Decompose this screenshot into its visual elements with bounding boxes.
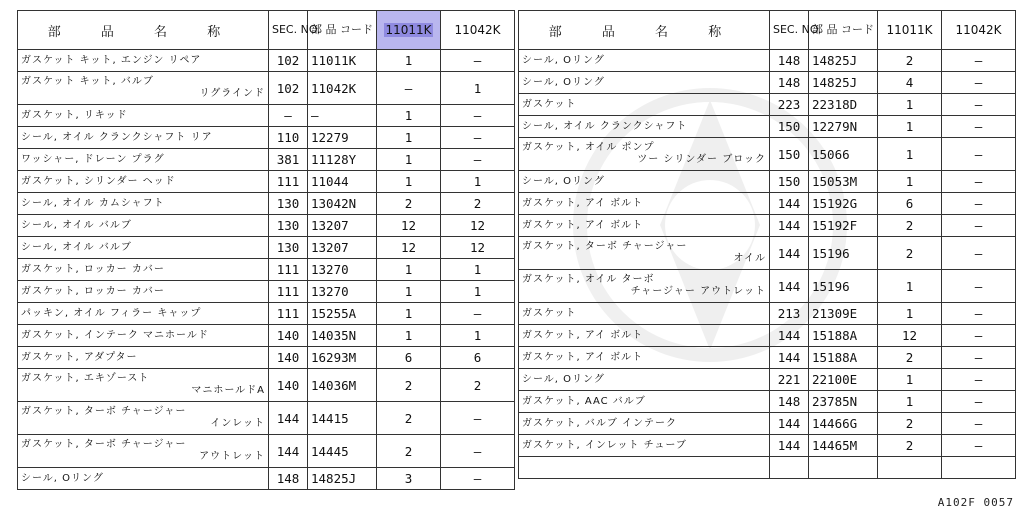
part-name-cell [519,413,770,435]
part-name-cell [18,193,269,215]
part-name: ガスケット, アダプター [21,351,138,363]
part-name: シール, オイル クランクシャフト リア [21,131,213,143]
qty-11011k-cell: 2 [878,237,942,270]
part-name-cell [519,215,770,237]
header-col-11011k: 11011K [878,11,942,50]
table-row [519,325,1016,347]
sec-no-cell: 144 [770,237,809,270]
part-name-cell [18,105,269,127]
qty-11011k-cell: 2 [377,369,441,402]
qty-11011k-cell: 1 [377,303,441,325]
qty-11011k-cell: 1 [878,138,942,171]
part-name-continued: オイル [733,253,766,264]
part-name: ガスケット, アイ ボルト [522,219,644,231]
qty-11042k-cell: 12 [441,237,515,259]
qty-11042k-cell: — [441,149,515,171]
part-name-cell [18,325,269,347]
sec-no-cell: — [269,105,308,127]
part-code-cell: 11044 [308,171,377,193]
qty-11042k-cell: — [942,237,1016,270]
qty-11042k-cell: — [441,435,515,468]
qty-11042k-cell: — [942,435,1016,457]
part-name-cell [519,435,770,457]
drawing-number: A102F 0057 [937,496,1014,509]
part-name-cell [519,72,770,94]
table-row [18,149,515,171]
table-row [519,369,1016,391]
part-name-cell [18,149,269,171]
qty-11042k-cell: 1 [441,72,515,105]
part-code-cell: 23785N [809,391,878,413]
part-name-cell [18,215,269,237]
qty-11042k-cell: — [942,138,1016,171]
part-name-cell [519,193,770,215]
qty-11011k-cell: 1 [377,325,441,347]
qty-11042k-cell: — [942,171,1016,193]
qty-11011k-cell: 6 [878,193,942,215]
table-row [18,435,515,468]
qty-11011k-cell: 2 [377,435,441,468]
table-row [18,303,515,325]
sec-no-cell: 111 [269,281,308,303]
qty-11042k-cell: — [441,105,515,127]
header-sec-no: SEC. NO. [770,11,809,50]
sec-no-cell: 102 [269,50,308,72]
qty-11011k-cell: 2 [878,50,942,72]
part-code-cell: 14825J [809,50,878,72]
header-col-11011k[interactable] [377,11,441,50]
sec-no-cell: 140 [269,325,308,347]
table-row [18,72,515,105]
empty-cell [770,457,809,479]
qty-11011k-cell: 1 [377,149,441,171]
part-name: ガスケット, ターボ チャージャー [522,241,688,252]
table-row [18,347,515,369]
part-name: シール, Oリング [522,54,605,66]
sec-no-cell: 130 [269,237,308,259]
sec-no-cell: 140 [269,347,308,369]
part-code-cell: 12279 [308,127,377,149]
sec-no-cell: 144 [770,347,809,369]
part-name: ガスケット, インレット チューブ [522,439,687,451]
part-name-cell [18,435,269,468]
qty-11042k-cell: — [942,116,1016,138]
qty-11011k-cell: 12 [377,215,441,237]
part-code-cell: 15188A [809,325,878,347]
qty-11042k-cell: 12 [441,215,515,237]
table-row [18,105,515,127]
left-table-body [18,50,515,490]
parts-table-left [17,10,515,490]
qty-11042k-cell: — [942,391,1016,413]
header-part-code: 部 品 コード [308,11,377,50]
table-row [519,215,1016,237]
table-row [18,215,515,237]
qty-11011k-cell: 4 [878,72,942,94]
header-part-name: 部 品 名 称 [519,11,770,50]
sec-no-cell: 150 [770,171,809,193]
part-name: ガスケット, ターボ チャージャー [21,439,187,450]
sec-no-cell: 144 [770,413,809,435]
part-code-cell: 14466G [809,413,878,435]
part-name: シール, オイル クランクシャフト [522,120,688,132]
part-name: ガスケット, アイ ボルト [522,197,644,209]
part-name-cell [519,325,770,347]
qty-11042k-cell: — [441,303,515,325]
table-row [18,281,515,303]
qty-11042k-cell: 1 [441,259,515,281]
part-code-cell: 12279N [809,116,878,138]
sec-no-cell: 150 [770,138,809,171]
part-name: ガスケット, リキッド [21,109,128,121]
part-name: シール, オイル バルブ [21,241,132,253]
part-code-cell: 15188A [809,347,878,369]
part-name-cell [519,94,770,116]
part-name-cell [519,116,770,138]
qty-11042k-cell: — [942,413,1016,435]
part-name-cell [18,347,269,369]
part-name: シール, Oリング [21,472,104,484]
part-code-cell: 13207 [308,237,377,259]
part-name-cell [519,391,770,413]
part-name-cell [18,237,269,259]
sec-no-cell: 148 [770,391,809,413]
sec-no-cell: 144 [770,435,809,457]
part-name: ガスケット [522,307,577,319]
part-code-cell: 14825J [308,468,377,490]
empty-cell [519,457,770,479]
header-col-11011k-label: 11011K [385,23,432,37]
part-name: パッキン, オイル フィラー キャップ [21,307,202,319]
part-name-cell [18,171,269,193]
part-code-cell: 11042K [308,72,377,105]
part-name: ガスケット, アイ ボルト [522,329,644,341]
part-name-cell [519,50,770,72]
table-row [519,50,1016,72]
qty-11042k-cell: — [942,215,1016,237]
table-row [519,270,1016,303]
part-name-cell [519,270,770,303]
part-name-cell [519,347,770,369]
qty-11011k-cell: 1 [878,303,942,325]
qty-11042k-cell: — [942,50,1016,72]
sec-no-cell: 111 [269,171,308,193]
qty-11042k-cell: 1 [441,325,515,347]
part-name: ガスケット キット, エンジン リペア [21,54,202,66]
table-row [519,237,1016,270]
header-row [18,11,515,50]
part-code-cell: 11128Y [308,149,377,171]
qty-11011k-cell: 12 [377,237,441,259]
part-name-cell [18,468,269,490]
part-code-cell: 14415 [308,402,377,435]
qty-11011k-cell: 6 [377,347,441,369]
sec-no-cell: 144 [770,193,809,215]
table-row [519,138,1016,171]
table-row [519,171,1016,193]
part-name: シール, Oリング [522,373,605,385]
part-name: シール, オイル カムシャフト [21,197,165,209]
qty-11011k-cell: 1 [377,281,441,303]
part-code-cell: 15196 [809,270,878,303]
sec-no-cell: 111 [269,303,308,325]
part-code-cell: — [308,105,377,127]
sec-no-cell: 148 [770,50,809,72]
empty-cell [809,457,878,479]
qty-11011k-cell: 1 [377,259,441,281]
qty-11011k-cell: 1 [377,127,441,149]
part-name-cell [18,369,269,402]
qty-11011k-cell: 1 [878,94,942,116]
table-row [519,435,1016,457]
empty-row [519,457,1016,479]
table-row [18,193,515,215]
qty-11011k-cell: 1 [377,105,441,127]
sec-no-cell: 150 [770,116,809,138]
empty-cell [878,457,942,479]
qty-11042k-cell: — [441,402,515,435]
qty-11011k-cell: 1 [878,171,942,193]
qty-11042k-cell: — [942,303,1016,325]
part-code-cell: 14445 [308,435,377,468]
table-row [18,259,515,281]
part-name-cell [18,50,269,72]
qty-11042k-cell: — [942,193,1016,215]
part-code-cell: 14465M [809,435,878,457]
part-code-cell: 15192G [809,193,878,215]
table-row [519,94,1016,116]
qty-11042k-cell: 1 [441,171,515,193]
qty-11011k-cell: 1 [377,50,441,72]
part-code-cell: 22100E [809,369,878,391]
qty-11042k-cell: — [942,369,1016,391]
qty-11042k-cell: — [441,50,515,72]
part-name: ガスケット, オイル ターボ [522,274,655,285]
part-name: ガスケット, ロッカー カバー [21,285,165,297]
part-name-cell [18,402,269,435]
part-code-cell: 13270 [308,259,377,281]
table-row [519,193,1016,215]
qty-11011k-cell: 3 [377,468,441,490]
header-col-11042k: 11042K [942,11,1016,50]
part-name-cell [18,281,269,303]
sec-no-cell: 221 [770,369,809,391]
qty-11042k-cell: — [942,270,1016,303]
table-row [519,347,1016,369]
sec-no-cell: 140 [269,369,308,402]
table-row [18,171,515,193]
qty-11042k-cell: 1 [441,281,515,303]
qty-11011k-cell: 2 [377,402,441,435]
part-name-cell [18,303,269,325]
header-sec-no: SEC. NO. [269,11,308,50]
part-name-cell [18,72,269,105]
part-name: ガスケット, ターボ チャージャー [21,406,187,417]
qty-11042k-cell: — [942,72,1016,94]
part-name: ガスケット, エキゾースト [21,373,150,384]
table-row [519,413,1016,435]
qty-11011k-cell: 12 [878,325,942,347]
part-name: ガスケット, バルブ インテーク [522,417,678,429]
part-name: ガスケット [522,98,577,110]
header-part-name: 部 品 名 称 [18,11,269,50]
part-name-continued: ツー シリンダー ブロック [637,154,766,165]
part-name-cell [519,138,770,171]
sec-no-cell: 148 [269,468,308,490]
part-name-cell [519,369,770,391]
header-row [519,11,1016,50]
qty-11042k-cell: — [441,468,515,490]
sec-no-cell: 130 [269,193,308,215]
qty-11042k-cell: — [441,127,515,149]
table-row [18,402,515,435]
qty-11011k-cell: 2 [878,347,942,369]
table-row [519,72,1016,94]
qty-11042k-cell: 2 [441,193,515,215]
part-code-cell: 15255A [308,303,377,325]
qty-11042k-cell: 6 [441,347,515,369]
part-code-cell: 15053M [809,171,878,193]
part-code-cell: 11011K [308,50,377,72]
part-code-cell: 13207 [308,215,377,237]
part-code-cell: 15192F [809,215,878,237]
right-table-body [519,50,1016,479]
part-name: ワッシャー, ドレーン プラグ [21,153,165,165]
part-name: ガスケット, シリンダー ヘッド [21,175,176,187]
qty-11011k-cell: — [377,72,441,105]
sec-no-cell: 144 [770,325,809,347]
part-name-cell [519,237,770,270]
part-name: ガスケット, ロッカー カバー [21,263,165,275]
part-code-cell: 22318D [809,94,878,116]
part-code-cell: 13270 [308,281,377,303]
part-code-cell: 15196 [809,237,878,270]
qty-11011k-cell: 1 [878,391,942,413]
part-name-continued: インレット [210,418,265,429]
table-row [18,369,515,402]
qty-11042k-cell: — [942,347,1016,369]
part-name-cell [519,303,770,325]
sec-no-cell: 213 [770,303,809,325]
part-code-cell: 14825J [809,72,878,94]
qty-11042k-cell: — [942,325,1016,347]
part-name-cell [519,171,770,193]
table-row [18,325,515,347]
part-name-continued: マニホールドA [191,385,265,396]
qty-11011k-cell: 2 [878,435,942,457]
sec-no-cell: 148 [770,72,809,94]
part-name: シール, Oリング [522,76,605,88]
qty-11011k-cell: 2 [377,193,441,215]
part-name-cell [18,127,269,149]
part-code-cell: 21309E [809,303,878,325]
qty-11011k-cell: 2 [878,215,942,237]
table-row [519,391,1016,413]
sec-no-cell: 110 [269,127,308,149]
part-code-cell: 14036M [308,369,377,402]
qty-11011k-cell: 1 [878,369,942,391]
header-col-11042k: 11042K [441,11,515,50]
table-row [18,127,515,149]
table-row [18,50,515,72]
sec-no-cell: 144 [269,402,308,435]
part-name: シール, Oリング [522,175,605,187]
table-row [18,468,515,490]
part-code-cell: 14035N [308,325,377,347]
qty-11011k-cell: 1 [878,116,942,138]
part-name: ガスケット, オイル ポンプ [522,142,655,153]
part-code-cell: 15066 [809,138,878,171]
part-name: ガスケット, AAC バルブ [522,395,646,407]
sec-no-cell: 223 [770,94,809,116]
qty-11011k-cell: 1 [377,171,441,193]
sec-no-cell: 130 [269,215,308,237]
part-name: ガスケット キット, バルブ [21,76,154,87]
part-code-cell: 13042N [308,193,377,215]
parts-table-right [518,10,1016,479]
qty-11011k-cell: 2 [878,413,942,435]
qty-11011k-cell: 1 [878,270,942,303]
sec-no-cell: 144 [770,270,809,303]
part-name-continued: リグラインド [199,88,265,99]
part-name-cell [18,259,269,281]
part-code-cell: 16293M [308,347,377,369]
part-name: ガスケット, アイ ボルト [522,351,644,363]
empty-cell [942,457,1016,479]
part-name-continued: チャージャー アウトレット [630,286,766,297]
header-part-code: 部 品 コード [809,11,878,50]
part-name-continued: アウトレット [199,451,265,462]
table-row [18,237,515,259]
table-row [519,303,1016,325]
part-name: ガスケット, インテーク マニホールド [21,329,209,341]
sec-no-cell: 381 [269,149,308,171]
sec-no-cell: 144 [770,215,809,237]
sec-no-cell: 111 [269,259,308,281]
table-row [519,116,1016,138]
part-name: シール, オイル バルブ [21,219,132,231]
sec-no-cell: 102 [269,72,308,105]
qty-11042k-cell: 2 [441,369,515,402]
sec-no-cell: 144 [269,435,308,468]
qty-11042k-cell: — [942,94,1016,116]
